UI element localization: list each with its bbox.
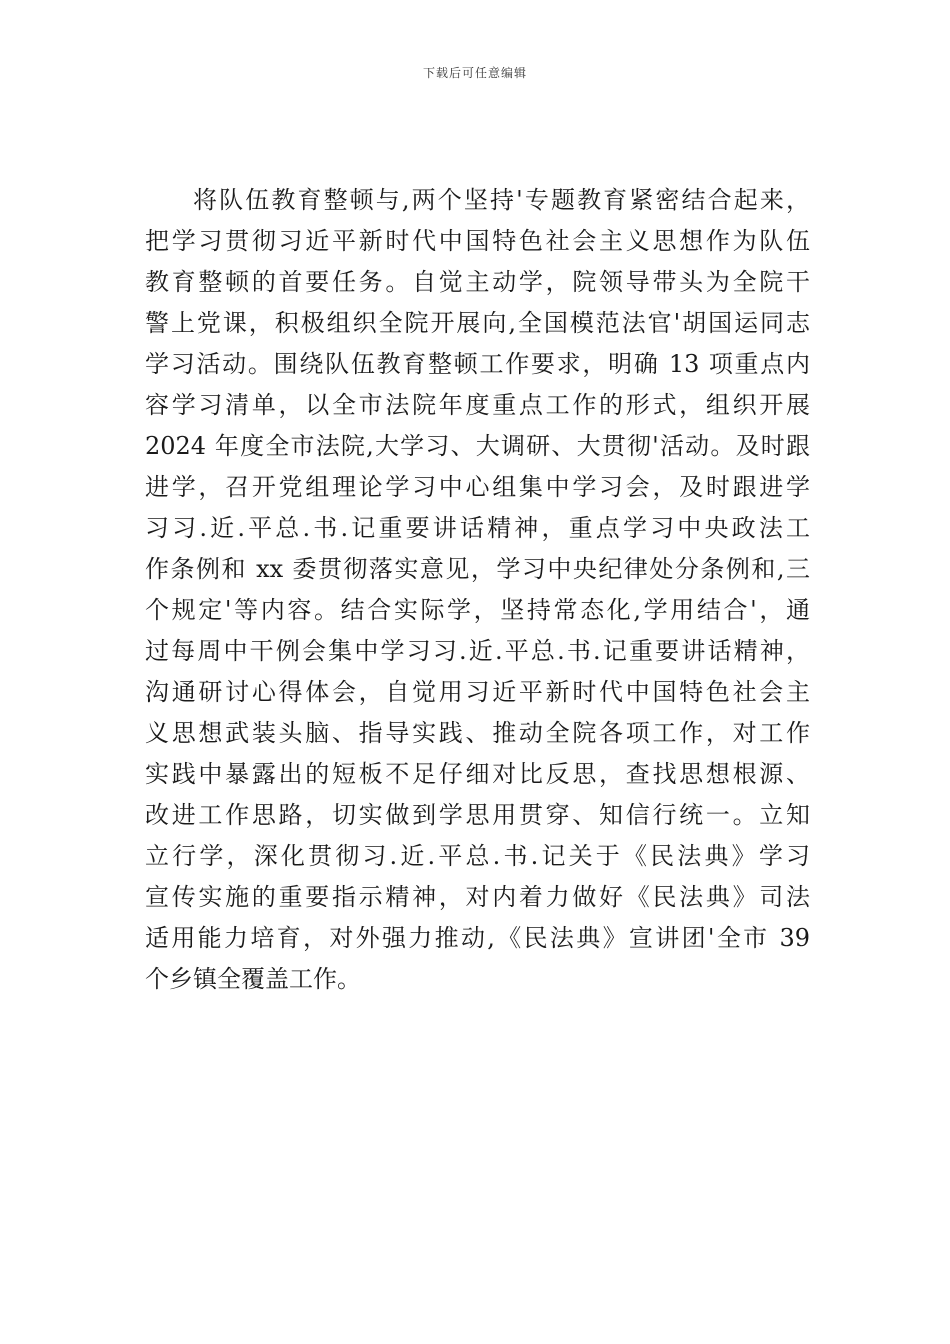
- paragraph-line: 个乡镇全覆盖工作。: [145, 965, 361, 993]
- paragraph-line: 容学习清单，以全市法院年度重点工作的形式，组织开展: [145, 391, 810, 419]
- paragraph-line: 过每周中干例会集中学习习.近.平总.书.记重要讲话精神，: [145, 637, 810, 665]
- paragraph-line: 立行学，深化贯彻习.近.平总.书.记关于《民法典》学习: [145, 842, 810, 870]
- paragraph-line: 进学，召开党组理论学习中心组集中学习会，及时跟进学: [145, 473, 810, 501]
- paragraph-line: 宣传实施的重要指示精神，对内着力做好《民法典》司法: [145, 883, 810, 911]
- paragraph-line: 2024 年度全市法院,大学习、大调研、大贯彻'活动。及时跟: [145, 432, 810, 460]
- paragraph-line: 习习.近.平总.书.记重要讲话精神，重点学习中央政法工: [145, 514, 810, 542]
- paragraph-line: 适用能力培育，对外强力推动,《民法典》宣讲团'全市 39: [145, 924, 810, 952]
- paragraph-line: 把学习贯彻习近平新时代中国特色社会主义思想作为队伍: [145, 227, 810, 255]
- paragraph-line: 作条例和 xx 委贯彻落实意见，学习中央纪律处分条例和,三: [145, 555, 810, 583]
- paragraph-line: 教育整顿的首要任务。自觉主动学，院领导带头为全院干: [145, 268, 810, 296]
- body-paragraph: [145, 180, 810, 1000]
- paragraph-line: 个规定'等内容。结合实际学，坚持常态化,学用结合'，通: [145, 596, 810, 624]
- paragraph-line: 实践中暴露出的短板不足仔细对比反思，查找思想根源、: [145, 760, 810, 788]
- paragraph-line: 学习活动。围绕队伍教育整顿工作要求，明确 13 项重点内: [145, 350, 810, 378]
- paragraph-line: 改进工作思路，切实做到学思用贯穿、知信行统一。立知: [145, 801, 810, 829]
- paragraph-line: 义思想武装头脑、指导实践、推动全院各项工作，对工作: [145, 719, 810, 747]
- page-header: 下载后可任意编辑: [422, 66, 527, 80]
- paragraph-line: 沟通研讨心得体会，自觉用习近平新时代中国特色社会主: [145, 678, 810, 706]
- paragraph-line: 将队伍教育整顿与,两个坚持'专题教育紧密结合起来，: [193, 186, 810, 214]
- paragraph-line: 警上党课，积极组织全院开展向,全国模范法官'胡国运同志: [145, 309, 810, 337]
